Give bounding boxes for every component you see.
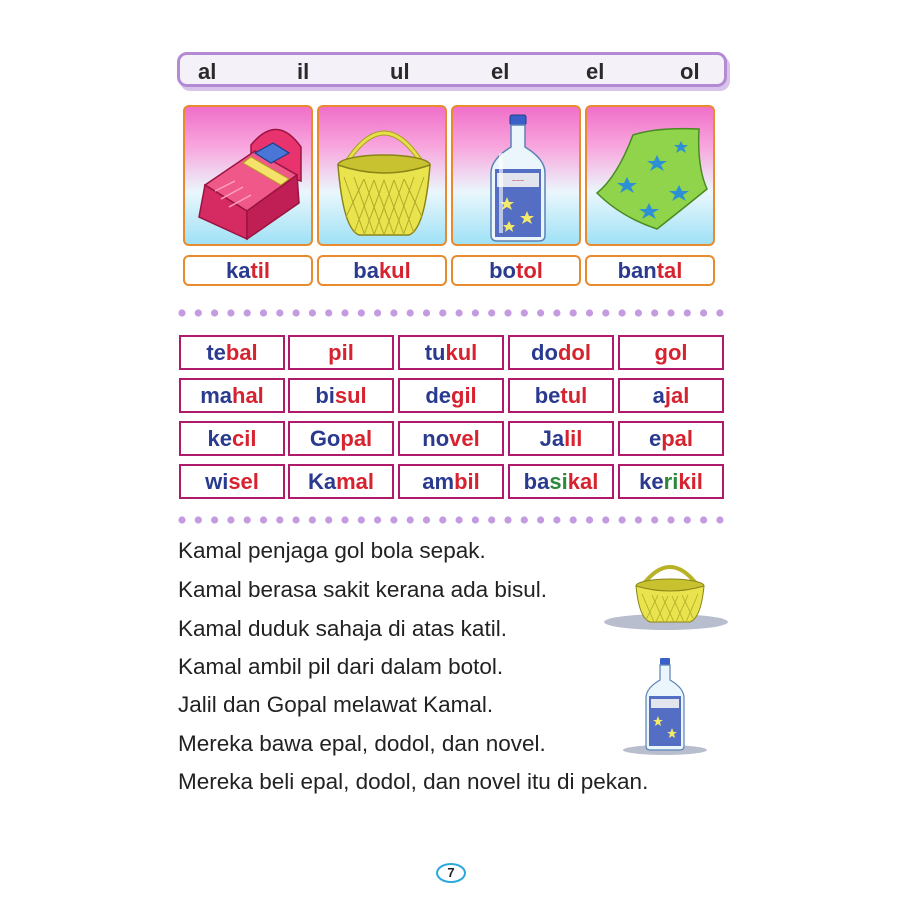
basket-icon [319, 107, 447, 246]
word-cell [618, 421, 724, 456]
picture-card-botol [451, 105, 581, 246]
divider-dot [667, 516, 674, 523]
syllable-part: gol [654, 340, 688, 365]
syllable-part: Go [309, 426, 341, 451]
syllable-part: Ja [539, 426, 565, 451]
syllable-part: jal [664, 383, 690, 408]
divider-dot [456, 516, 463, 523]
divider-dot [700, 516, 707, 523]
syllable-part: lil [564, 426, 583, 451]
divider-dot [586, 309, 593, 316]
divider-dot [276, 516, 283, 523]
word-cell [398, 335, 504, 370]
divider-dot [211, 309, 218, 316]
divider-dot [684, 516, 691, 523]
syllable-part: wi [205, 469, 229, 494]
divider-dot [227, 516, 234, 523]
syllable-part: kil [678, 469, 703, 494]
word-cell [618, 335, 724, 370]
divider-dot [684, 309, 691, 316]
divider-dot [293, 516, 300, 523]
syllable-part: a [652, 383, 665, 408]
picture-card-bakul [317, 105, 447, 246]
divider-dot [537, 516, 544, 523]
divider-dot [651, 516, 658, 523]
syllable-part: ke [207, 426, 232, 451]
syllable-part: ban [617, 258, 657, 283]
divider-dot [521, 516, 528, 523]
word-cell [288, 421, 394, 456]
divider-dot [667, 309, 674, 316]
divider-dot [716, 309, 723, 316]
divider-dot [586, 516, 593, 523]
syllable-part: am [422, 469, 455, 494]
divider-dot [178, 309, 185, 316]
divider-dot [211, 516, 218, 523]
divider-dot [260, 309, 267, 316]
word-label-bantal [585, 255, 715, 286]
syllable-part: til [250, 258, 271, 283]
divider-dot [472, 516, 479, 523]
syllable-part: si [549, 469, 568, 494]
divider-dot [341, 309, 348, 316]
syllable-part: bo [489, 258, 516, 283]
syllable-part: tal [656, 258, 683, 283]
divider-dot [602, 309, 609, 316]
word-cell [508, 421, 614, 456]
syllable-bar [177, 52, 727, 87]
syllable-part: mal [336, 469, 375, 494]
story-line: Mereka beli epal, dodol, dan novel itu di pekan. [178, 769, 649, 794]
syllable-part: pil [328, 340, 354, 365]
divider-dot [407, 309, 414, 316]
syllable-part: ba [353, 258, 379, 283]
syllable-part: e [648, 426, 662, 451]
divider-dot [439, 309, 446, 316]
divider-dot [244, 309, 251, 316]
story-line: Kamal penjaga gol bola sepak. [178, 538, 486, 563]
picture-card-katil [183, 105, 313, 246]
bottle-icon [453, 107, 581, 246]
syllable: il [297, 59, 310, 84]
syllable: el [586, 59, 605, 84]
story-line: Kamal ambil pil dari dalam botol. [178, 654, 504, 679]
divider-dot [570, 309, 577, 316]
divider-dot [374, 516, 381, 523]
divider-dot [619, 309, 626, 316]
divider-dot [472, 309, 479, 316]
divider-dot [537, 309, 544, 316]
divider-dot [260, 516, 267, 523]
word-cell [179, 464, 285, 499]
syllable-part: cil [232, 426, 257, 451]
word-cell [179, 378, 285, 413]
divider-dot [374, 309, 381, 316]
syllable-part: kul [378, 258, 411, 283]
syllable-part: sel [228, 469, 259, 494]
divider-dot [390, 309, 397, 316]
word-cell [618, 464, 724, 499]
divider-dot [423, 516, 430, 523]
syllable-part: pal [661, 426, 694, 451]
syllable-part: pal [340, 426, 373, 451]
divider-dot [488, 309, 495, 316]
syllable-part: Ka [307, 469, 337, 494]
story-line: Jalil dan Gopal melawat Kamal. [178, 692, 494, 717]
divider-dot [309, 516, 316, 523]
divider-dot [570, 516, 577, 523]
syllable: el [491, 59, 510, 84]
syllable-part: tol [516, 258, 543, 283]
bed-icon [185, 107, 313, 246]
dotted-divider-bottom [178, 515, 726, 525]
pillow-icon [587, 107, 715, 246]
divider-dot [341, 516, 348, 523]
word-cell [618, 378, 724, 413]
divider-dot [325, 309, 332, 316]
divider-dot [635, 516, 642, 523]
syllable-part: ri [663, 469, 679, 494]
page-number: 7 [436, 863, 466, 883]
syllable-part: de [425, 383, 451, 408]
divider-dot [488, 516, 495, 523]
divider-dot [178, 516, 185, 523]
word-cell [179, 335, 285, 370]
syllable-part: te [206, 340, 226, 365]
syllable-part: be [534, 383, 561, 408]
word-label-bakul [317, 255, 447, 286]
divider-dot [504, 516, 511, 523]
syllable: ul [390, 59, 410, 84]
divider-dot [390, 516, 397, 523]
word-cell [398, 378, 504, 413]
divider-dot [244, 516, 251, 523]
story-line: Kamal berasa sakit kerana ada bisul. [178, 577, 547, 602]
syllable: al [198, 59, 217, 84]
divider-dot [553, 309, 560, 316]
svg-text:~~~: ~~~ [511, 178, 525, 185]
word-cell [288, 335, 394, 370]
syllable-part: sul [334, 383, 367, 408]
word-cell [179, 421, 285, 456]
divider-dot [700, 309, 707, 316]
word-label-botol [451, 255, 581, 286]
divider-dot [195, 516, 202, 523]
syllable-part: kul [445, 340, 478, 365]
syllable-part: kal [567, 469, 599, 494]
basket-icon [602, 552, 730, 632]
word-cell [508, 464, 614, 499]
syllable-part: do [531, 340, 558, 365]
divider-dot [716, 516, 723, 523]
divider-dot [651, 309, 658, 316]
word-cell [508, 335, 614, 370]
dotted-divider-top [178, 308, 726, 318]
syllable-part: gil [451, 383, 477, 408]
syllable: ol [680, 59, 700, 84]
syllable-part: dol [557, 340, 591, 365]
word-label-katil [183, 255, 313, 286]
word-cell [398, 421, 504, 456]
word-cell [508, 378, 614, 413]
story-line: Kamal duduk sahaja di atas katil. [178, 616, 507, 641]
divider-dot [635, 309, 642, 316]
word-cell [398, 464, 504, 499]
divider-dot [504, 309, 511, 316]
divider-dot [276, 309, 283, 316]
syllable-part: tul [560, 383, 588, 408]
picture-card-bantal [585, 105, 715, 246]
syllable-part: ke [639, 469, 664, 494]
syllable-part: bi [315, 383, 335, 408]
divider-dot [602, 516, 609, 523]
story-line: Mereka bawa epal, dodol, dan novel. [178, 731, 546, 756]
divider-dot [309, 309, 316, 316]
divider-dot [439, 516, 446, 523]
word-cell [288, 464, 394, 499]
syllable-part: vel [449, 426, 480, 451]
divider-dot [553, 516, 560, 523]
syllable-part: bal [225, 340, 258, 365]
syllable-part: tu [424, 340, 446, 365]
syllable-part: no [422, 426, 450, 451]
syllable-part: ba [523, 469, 550, 494]
divider-dot [423, 309, 430, 316]
divider-dot [293, 309, 300, 316]
divider-dot [358, 309, 365, 316]
syllable-part: bil [454, 469, 480, 494]
divider-dot [358, 516, 365, 523]
divider-dot [619, 516, 626, 523]
divider-dot [407, 516, 414, 523]
divider-dot [521, 309, 528, 316]
word-cell [288, 378, 394, 413]
divider-dot [456, 309, 463, 316]
divider-dot [227, 309, 234, 316]
divider-dot [325, 516, 332, 523]
syllable-part: ka [225, 258, 251, 283]
bottle-icon [622, 656, 708, 756]
divider-dot [195, 309, 202, 316]
syllable-part: hal [232, 383, 264, 408]
syllable-part: ma [200, 383, 232, 408]
